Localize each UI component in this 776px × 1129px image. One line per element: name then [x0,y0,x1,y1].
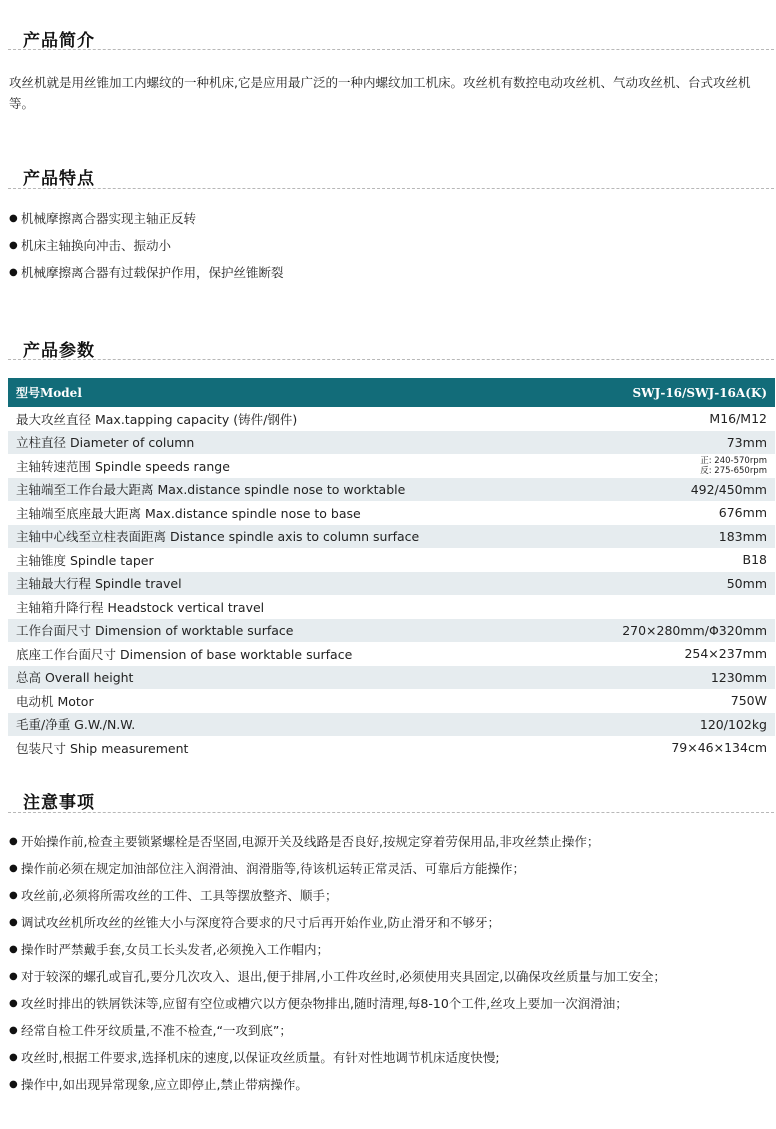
list-item: ● 开始操作前,检查主要锁紧螺栓是否坚固,电源开关及线路是否良好,按规定穿着劳保用品,非攻丝禁止操作； [9,832,666,859]
bullet-icon: ● [9,1052,18,1063]
param-label: 主轴中心线至立柱表面距离 Distance spindle axis to column surface [8,525,562,549]
params-divider [8,359,774,360]
param-value [562,454,775,478]
param-label: 主轴锥度 Spindle taper [8,548,562,572]
param-value: 120/102kg [562,713,775,737]
list-item: ● 攻丝时排出的铁屑铁沫等,应留有空位或槽穴以方便杂物排出,随时清理,每8-10个工件,丝攻上要加一次润滑油； [9,994,666,1021]
table-row [8,454,775,478]
param-label: 最大攻丝直径 Max.tapping capacity (铸件/钢件) [8,407,562,431]
param-value: M16/M12 [562,407,775,431]
param-label: 工作台面尺寸 Dimension of worktable surface [8,619,562,643]
notes-title: 注意事项 [23,793,95,813]
param-value: 750W [562,689,775,713]
param-label: 立柱直径 Diameter of column [8,431,562,455]
bullet-icon: ● [9,213,18,224]
speed-forward: 正: 240-570rpm [700,455,767,466]
table-row [8,619,775,643]
intro-divider [8,49,774,50]
table-row [8,595,775,619]
table-row [8,666,775,690]
list-item: ● 机床主轴换向冲击、振动小 [9,236,284,263]
param-value: 183mm [562,525,775,549]
param-value [562,595,775,619]
list-item: ● 机械摩擦离合器有过载保护作用，保护丝锥断裂 [9,263,284,290]
table-row [8,407,775,431]
intro-title: 产品简介 [23,31,95,51]
params-title: 产品参数 [23,341,95,361]
table-row [8,478,775,502]
bullet-icon: ● [9,944,18,955]
table-row [8,642,775,666]
list-item: ● 机械摩擦离合器实现主轴正反转 [9,209,284,236]
bullet-icon: ● [9,971,18,982]
param-label: 总高 Overall height [8,666,562,690]
table-row [8,525,775,549]
param-label: 包装尺寸 Ship measurement [8,736,562,760]
param-label: 主轴最大行程 Spindle travel [8,572,562,596]
param-value: 254×237mm [562,642,775,666]
table-row [8,572,775,596]
param-value: B18 [562,548,775,572]
notes-divider [8,812,774,813]
param-label: 毛重/净重 G.W./N.W. [8,713,562,737]
intro-text: 攻丝机就是用丝锥加工内螺纹的一种机床,它是应用最广泛的一种内螺纹加工机床。攻丝机有数控电动攻丝机、气动攻丝机、台式攻丝机等。 [9,75,751,111]
table-row [8,713,775,737]
params-table [8,378,775,760]
bullet-icon: ● [9,890,18,901]
param-value: 270×280mm/Φ320mm [562,619,775,643]
param-value: 676mm [562,501,775,525]
param-label: 主轴转速范围 Spindle speeds range [8,454,562,478]
param-label: 主轴箱升降行程 Headstock vertical travel [8,595,562,619]
list-item: ● 攻丝前,必须将所需攻丝的工件、工具等摆放整齐、顺手； [9,886,666,913]
bullet-icon: ● [9,836,18,847]
features-divider [8,188,774,189]
bullet-icon: ● [9,917,18,928]
param-value: 73mm [562,431,775,455]
list-item: ● 操作时严禁戴手套,女员工长头发者,必须挽入工作帽内； [9,940,666,967]
features-title: 产品特点 [23,169,95,189]
list-item: ● 经常自检工件牙纹质量,不准不检查,“一攻到底”； [9,1021,666,1048]
table-header-row [8,378,775,407]
param-label: 底座工作台面尺寸 Dimension of base worktable surface [8,642,562,666]
table-row [8,689,775,713]
header-model-label: 型号Model [8,378,562,407]
param-value: 79×46×134cm [562,736,775,760]
list-item: ● 操作中,如出现异常现象,应立即停止,禁止带病操作。 [9,1075,666,1102]
bullet-icon: ● [9,267,18,278]
bullet-icon: ● [9,1025,18,1036]
bullet-icon: ● [9,240,18,251]
list-item: ● 对于较深的螺孔或盲孔,要分几次攻入、退出,便于排屑,小工件攻丝时,必须使用夹具固定,以确保攻丝质量与加工安全； [9,967,666,994]
param-label: 主轴端至工作台最大距离 Max.distance spindle nose to worktable [8,478,562,502]
param-value: 492/450mm [562,478,775,502]
bullet-icon: ● [9,998,18,1009]
param-value: 1230mm [562,666,775,690]
param-value: 50mm [562,572,775,596]
table-row [8,431,775,455]
notes-list [9,832,666,1102]
header-model-value: SWJ-16/SWJ-16A(K) [562,378,775,407]
bullet-icon: ● [9,1079,18,1090]
table-row [8,501,775,525]
table-row [8,736,775,760]
speed-reverse: 反: 275-650rpm [700,465,767,476]
list-item: ● 调试攻丝机所攻丝的丝锥大小与深度符合要求的尺寸后再开始作业,防止滑牙和不够牙； [9,913,666,940]
table-row [8,548,775,572]
features-list [9,209,284,290]
param-label: 电动机 Motor [8,689,562,713]
list-item: ● 操作前必须在规定加油部位注入润滑油、润滑脂等,待该机运转正常灵活、可靠后方能操作； [9,859,666,886]
list-item: ● 攻丝时,根据工件要求,选择机床的速度,以保证攻丝质量。有针对性地调节机床适度快慢; [9,1048,666,1075]
param-label: 主轴端至底座最大距离 Max.distance spindle nose to base [8,501,562,525]
bullet-icon: ● [9,863,18,874]
